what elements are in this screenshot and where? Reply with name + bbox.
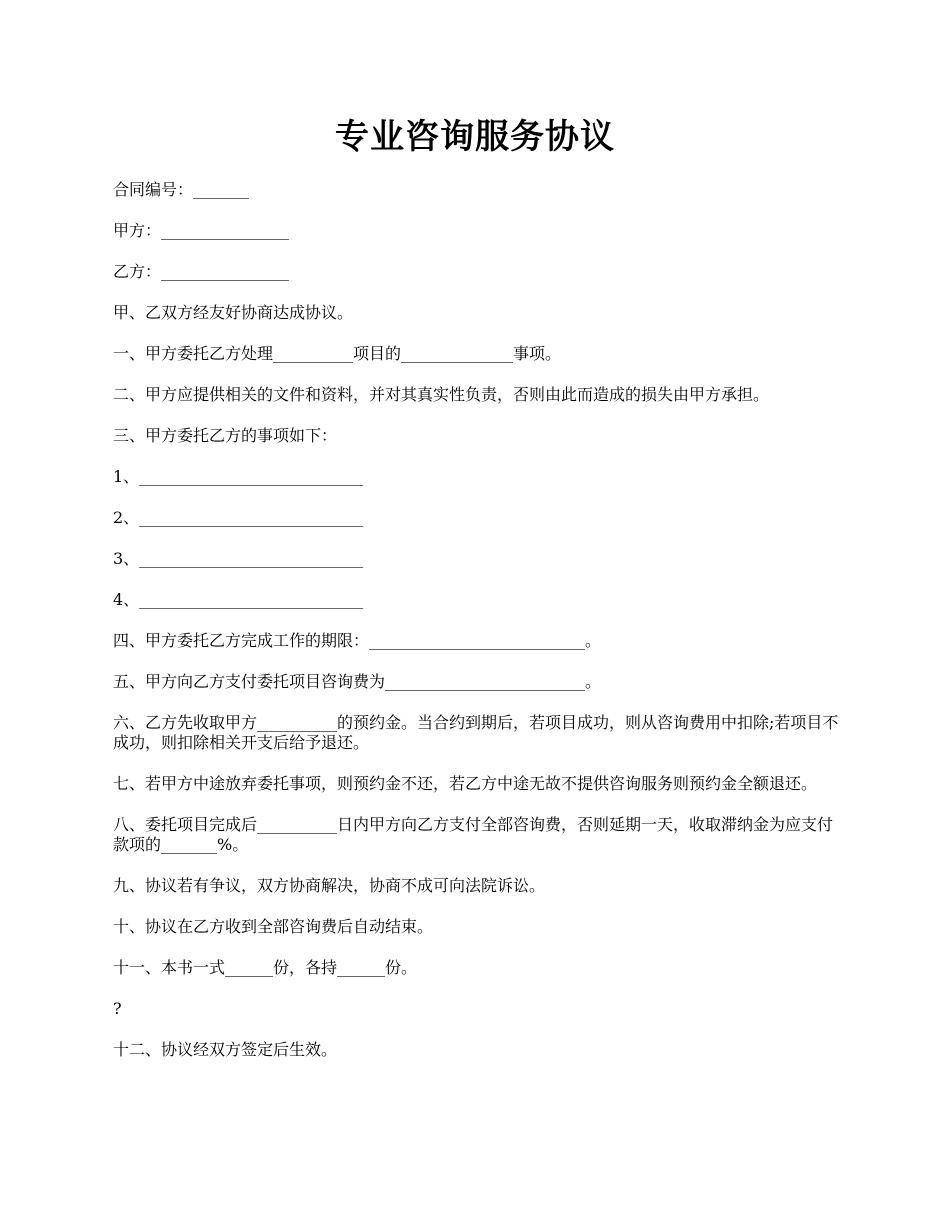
stray-question-mark: ? — [113, 999, 122, 1018]
clause-5: 五、甲方向乙方支付委托项目咨询费为_________________________。 — [113, 672, 602, 691]
clause-3-item-3: 3、____________________________ — [113, 549, 364, 568]
clause-2: 二、甲方应提供相关的文件和资料，并对其真实性负责，否则由此而造成的损失由甲方承担。 — [113, 385, 770, 404]
clause-1: 一、甲方委托乙方处理__________项目的______________事项。 — [113, 344, 562, 363]
contract-number-line: 合同编号：_______ — [113, 180, 250, 199]
party-a-line: 甲方：________________ — [113, 221, 290, 240]
agreement-intro: 甲、乙双方经友好协商达成协议。 — [113, 303, 354, 322]
clause-9: 九、协议若有争议，双方协商解决，协商不成可向法院诉讼。 — [113, 876, 546, 895]
party-b-line: 乙方：________________ — [113, 262, 290, 281]
document-body — [113, 180, 841, 1081]
document-title: 专业咨询服务协议 — [335, 117, 615, 157]
clause-3-item-4: 4、____________________________ — [113, 590, 364, 609]
clause-4: 四、甲方委托乙方完成工作的期限：___________________________。 — [113, 631, 602, 650]
clause-6: 六、乙方先收取甲方__________的预约金。当合约到期后，若项目成功，则从咨询费用中扣除;若项目不成功，则扣除相关开支后给予退还。 — [113, 713, 839, 752]
clause-8: 八、委托项目完成后__________日内甲方向乙方支付全部咨询费，否则延期一天，收取滞纳金为应支付款项的_______%。 — [113, 815, 834, 854]
clause-11: 十一、本书一式______份，各持______份。 — [113, 958, 418, 977]
clause-3: 三、甲方委托乙方的事项如下： — [113, 426, 338, 445]
clause-3-item-2: 2、____________________________ — [113, 508, 364, 527]
clause-7: 七、若甲方中途放弃委托事项，则预约金不还，若乙方中途无故不提供咨询服务则预约金全额退还。 — [113, 774, 818, 793]
clause-3-item-1: 1、____________________________ — [113, 467, 364, 486]
clause-10: 十、协议在乙方收到全部咨询费后自动结束。 — [113, 917, 434, 936]
clause-12: 十二、协议经双方签定后生效。 — [113, 1040, 338, 1059]
